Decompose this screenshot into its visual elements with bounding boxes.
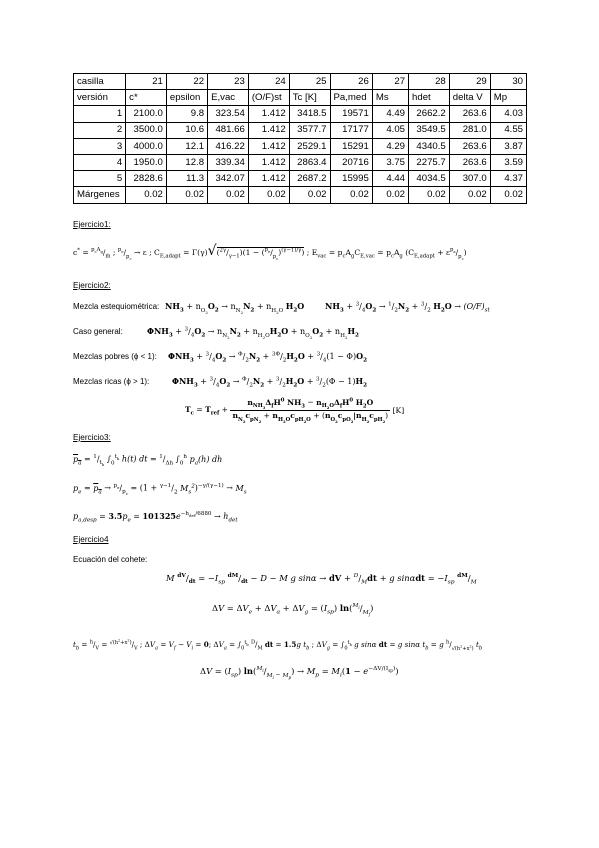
ex2-stoich-label: Mezcla estequiométrica: bbox=[73, 302, 160, 311]
table-cell: 29 bbox=[449, 74, 490, 90]
table-cell: 17177 bbox=[330, 122, 372, 138]
ex4-title: Ejercicio4 bbox=[73, 535, 109, 544]
table-cell: 10.6 bbox=[166, 122, 207, 138]
table-cell: 0.02 bbox=[126, 187, 167, 203]
table-cell: 339.34 bbox=[208, 154, 249, 170]
table-cell: 20716 bbox=[330, 154, 372, 170]
table-cell: 0.02 bbox=[208, 187, 249, 203]
table-cell: 21 bbox=[126, 74, 167, 90]
table-cell: 15995 bbox=[330, 171, 372, 187]
table-cell: Ms bbox=[372, 90, 408, 106]
table-cell: 4.55 bbox=[490, 122, 526, 138]
table-cell: 2275.7 bbox=[409, 154, 450, 170]
ex2-general-eq: $\Phi NH_3 + ^3/_4O_2 \to n_{N_2}N_2 + n_{H_2O}H_2O + n_{O_2}O_2 + n_{H_2}H_2$ bbox=[147, 326, 359, 340]
table-cell: 3.75 bbox=[372, 154, 408, 170]
table-cell: 1.412 bbox=[248, 106, 289, 122]
table-cell: 4.44 bbox=[372, 171, 408, 187]
results-table bbox=[73, 73, 527, 204]
ex4-eq-propellant-mass: $\Delta V = (I_{sp}) \ln(^{M_i}/_{M_i - M_p}) \to M_p = M_i(1 - e^{-\Delta V/(I_{sp})})$ bbox=[200, 666, 399, 680]
table-cell: 0.02 bbox=[248, 187, 289, 203]
table-cell: 26 bbox=[330, 74, 372, 90]
ex2-title: Ejercicio2: bbox=[73, 281, 111, 290]
table-cell: 4000.0 bbox=[126, 138, 167, 154]
table-cell: 0.02 bbox=[289, 187, 330, 203]
ex1-title: Ejercicio1: bbox=[73, 220, 111, 229]
table-cell: hdet bbox=[409, 90, 450, 106]
table-cell: 4.05 bbox=[372, 122, 408, 138]
table-cell: 11.3 bbox=[166, 171, 207, 187]
table-cell: 4.03 bbox=[490, 106, 526, 122]
ex4-eq-deltav: $\Delta V = \Delta V_e + \Delta V_a + \Delta V_g = (I_{sp})$ $\ln(^{M_i}/_{M_f})$ bbox=[212, 603, 374, 617]
ex2-stoich-eq2: $NH_3 + ^3/_4O_2 \to ^1/_2N_2 + ^3/_2$ $H_2O \to (O/F)_{st}$ bbox=[325, 301, 490, 314]
table-row bbox=[74, 154, 527, 170]
table-cell: 0.02 bbox=[409, 187, 450, 203]
table-cell: 1.412 bbox=[248, 154, 289, 170]
table-row bbox=[74, 106, 527, 122]
table-cell: 4.29 bbox=[372, 138, 408, 154]
table-cell: 1.412 bbox=[248, 122, 289, 138]
ex3-title: Ejercicio3: bbox=[73, 433, 111, 442]
table-cell: 263.6 bbox=[449, 106, 490, 122]
table-cell: 0.02 bbox=[372, 187, 408, 203]
table-cell: 1950.0 bbox=[126, 154, 167, 170]
table-cell: c* bbox=[126, 90, 167, 106]
table-margins-row bbox=[74, 187, 527, 203]
ex2-rich-eq: $\Phi NH_3 + ^3/_4O_2 \to ^\Phi/_2N_2 + ^3/_2H_2O + ^3/_2(\Phi - 1)H_2$ bbox=[172, 376, 367, 389]
table-cell: 2863.4 bbox=[289, 154, 330, 170]
table-cell: 22 bbox=[166, 74, 207, 90]
ex1-equation: $c^* = ^{p_cA_g}/_ṁ$ ; $^{p_e}/_{p_c} \to \varepsilon$ ; $C_{E,adapt} = \Gamma(\gamma)√(^{2\gamma}/_{\gamma-1})(1 - (^{p_e}/_{p_c})^{(\gamma-1)/\gamma})$ ; $E_{vac} = p_cA_gC_{E,vac} = p_cA_g$ $(C_{E,adapt} + \varepsilon^{p_a}/_{p_c})$ bbox=[73, 243, 467, 261]
table-cell: 9.8 bbox=[166, 106, 207, 122]
table-cell: 30 bbox=[490, 74, 526, 90]
ex2-rich-label: Mezclas ricas (ϕ > 1): bbox=[73, 377, 150, 386]
table-cell: 416.22 bbox=[208, 138, 249, 154]
table-cell: 27 bbox=[372, 74, 408, 90]
ex2-lean-label: Mezclas pobres (ϕ < 1): bbox=[73, 352, 157, 361]
table-cell: 3577.7 bbox=[289, 122, 330, 138]
table-cell: 3549.5 bbox=[409, 122, 450, 138]
table-row bbox=[74, 138, 527, 154]
row-label-cell: 4 bbox=[74, 154, 126, 170]
table-cell: 4340.5 bbox=[409, 138, 450, 154]
table-cell: 0.02 bbox=[330, 187, 372, 203]
ex4-subtitle: Ecuación del cohete: bbox=[73, 555, 148, 564]
table-cell: 28 bbox=[409, 74, 450, 90]
table-cell: 0.02 bbox=[166, 187, 207, 203]
table-cell: 4034.5 bbox=[409, 171, 450, 187]
row-label-cell: Márgenes bbox=[74, 187, 126, 203]
ex3-eq-avg-pressure: $p_a = ^1/_{t_h}$ $\int_0^{t_h}$ h(t) dt = $^1/_{\Delta h}$ $\int_0^h$ $p_a(h)$ dh bbox=[73, 454, 223, 468]
table-cell: 25 bbox=[289, 74, 330, 90]
table-cell: 3.59 bbox=[490, 154, 526, 170]
table-cell: 19571 bbox=[330, 106, 372, 122]
table-cell: Tc [K] bbox=[289, 90, 330, 106]
ex3-eq-hdet: $p_{a,desp} = 3.5p_e = 101325e^{-h_{det}/6880} \to h_{det}$ bbox=[73, 511, 238, 524]
ex2-lean-eq: $\Phi NH_3 + ^3/_4O_2 \to ^\Phi/_2N_2 + ^{3\Phi}/_2H_2O + ^3/_4(1 - \Phi)O_2$ bbox=[168, 351, 367, 364]
ex3-eq-mach: $p_e = p_a \to ^{p_e}/_{p_c} = (1 + ^{\gamma-1}/_2$ $M_s^2)^{-\gamma/(\gamma-1)} \to M_s$ bbox=[73, 483, 247, 497]
table-row bbox=[74, 171, 527, 187]
table-cell: 23 bbox=[208, 74, 249, 90]
table-cell: 2100.0 bbox=[126, 106, 167, 122]
table-cell: 2828.6 bbox=[126, 171, 167, 187]
table-cell: 12.8 bbox=[166, 154, 207, 170]
table-cell: 0.02 bbox=[490, 187, 526, 203]
table-cell: 281.0 bbox=[449, 122, 490, 138]
table-cell: epsilon bbox=[166, 90, 207, 106]
table-cell: 3418.5 bbox=[289, 106, 330, 122]
ex2-stoich-eq: $NH_3 + n_{O_2}O_2 \to n_{N_2}N_2 + n_{H_2O}$ $H_2O$ bbox=[165, 301, 305, 315]
table-cell: (O/F)st bbox=[248, 90, 289, 106]
table-cell: E,vac bbox=[208, 90, 249, 106]
table-cell: delta V bbox=[449, 90, 490, 106]
table-cell: Pa,med bbox=[330, 90, 372, 106]
table-cell: 1.412 bbox=[248, 138, 289, 154]
table-cell: 263.6 bbox=[449, 154, 490, 170]
table-cell: 323.54 bbox=[208, 106, 249, 122]
ex2-tc-eq: $T_c = T_{ref}$ + $n_{NH_3}\Delta_fH^0$ $NH_3 - n_{H_2O}\Delta_fH^0$ $H_2O$ $n_{N_2}c_{pN_2} + n_{H_2O}c_{pH_2O} + (n_{O_2}c_{pO_2}|n_{H_2}c_{pH_2})$ [K] bbox=[185, 397, 405, 424]
row-label-cell: casilla bbox=[74, 74, 126, 90]
table-cell: 2662.2 bbox=[409, 106, 450, 122]
table-cell: 1.412 bbox=[248, 171, 289, 187]
row-label-cell: 2 bbox=[74, 122, 126, 138]
table-cell: 2687.2 bbox=[289, 171, 330, 187]
table-cell: 4.49 bbox=[372, 106, 408, 122]
row-label-cell: 3 bbox=[74, 138, 126, 154]
ex2-general-label: Caso general: bbox=[73, 327, 123, 336]
table-cell: 12.1 bbox=[166, 138, 207, 154]
table-cell: 15291 bbox=[330, 138, 372, 154]
ex4-eq-burntime: $t_b = ^h/_V = ^{√(h^2+x^2)}/_V$ ; $\Delta V_a = V_f - V_i = 0$; $\Delta V_a = \int_0^{t_b}$ $^D/_M$ dt = 1.5g $t_b$ ; $\Delta V_g = \int_0^{t_b}$ g sinα dt = g sinα $t_b = g$ $^h/_{√(h^2+x^2)}$ $t_b$ bbox=[73, 638, 483, 652]
table-header-row bbox=[74, 90, 527, 106]
table-cell: 3500.0 bbox=[126, 122, 167, 138]
table-header-row bbox=[74, 74, 527, 90]
row-label-cell: 5 bbox=[74, 171, 126, 187]
table-cell: 3.87 bbox=[490, 138, 526, 154]
table-cell: 2529.1 bbox=[289, 138, 330, 154]
table-cell: 0.02 bbox=[449, 187, 490, 203]
table-cell: 481.66 bbox=[208, 122, 249, 138]
row-label-cell: versión bbox=[74, 90, 126, 106]
row-label-cell: 1 bbox=[74, 106, 126, 122]
table-cell: 307.0 bbox=[449, 171, 490, 187]
table-cell: 4.37 bbox=[490, 171, 526, 187]
table-cell: Mp bbox=[490, 90, 526, 106]
table-cell: 342.07 bbox=[208, 171, 249, 187]
table-cell: 263.6 bbox=[449, 138, 490, 154]
table-cell: 24 bbox=[248, 74, 289, 90]
ex4-eq-rocket: M $^{dV}/_{dt} = -I_{sp}$ $^{dM}/_{dt} - D - M$ g sinα → dV + $^D/_Mdt + g$ $\sin\alpha dt = -I_{sp}$ $^{dM}/_M$ bbox=[166, 572, 477, 586]
table-row bbox=[74, 122, 527, 138]
